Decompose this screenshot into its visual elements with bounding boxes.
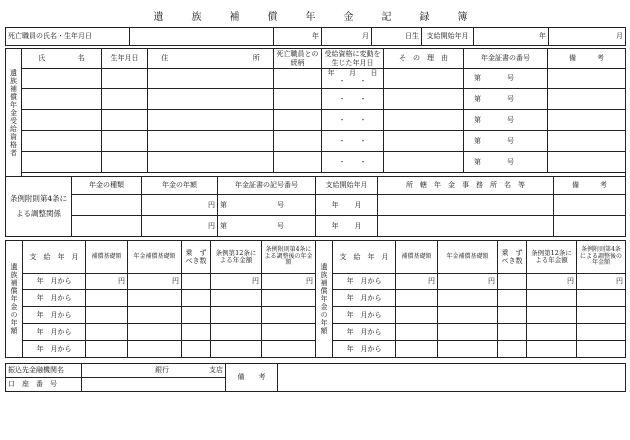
supp-cell[interactable] [262, 307, 316, 324]
base-cell[interactable]: 円 [396, 274, 438, 290]
pension-amount-cell[interactable]: 円 [142, 195, 218, 216]
col-start-header: 支給開始年月 [316, 177, 378, 195]
cert-go-label: 号 [507, 74, 514, 83]
recipient-address-cell[interactable] [148, 152, 274, 173]
recipient-change-date-cell[interactable]: ・ ・ [322, 152, 384, 173]
recipient-row [6, 69, 626, 89]
pension-base-cell[interactable] [438, 324, 498, 341]
pay-start-month-label: 月 [549, 28, 626, 46]
account-label: 口 座 番 号 [6, 378, 82, 392]
cert-go-label: 号 [507, 115, 514, 124]
col-art12-header: 条例第12条による年金額 [211, 241, 262, 274]
multiplier-cell[interactable] [182, 290, 211, 307]
office-cell[interactable] [378, 216, 554, 237]
adjust-side-label: 条例附則第4条による調整関係 [6, 177, 72, 237]
recipient-birth-cell[interactable] [102, 69, 148, 89]
deceased-name-label: 死亡職員の氏名・生年月日 [6, 28, 130, 46]
supp-cell[interactable]: 円 [262, 274, 316, 290]
birth-month-label: 月 [322, 28, 372, 46]
adjust-month-label: 月 [354, 200, 362, 209]
start-cell[interactable] [316, 216, 378, 237]
col-relation-header: 死亡職員との続柄 [274, 49, 322, 69]
pay-month-cell[interactable]: 年 月から [23, 324, 86, 341]
adjust-note-cell[interactable] [554, 216, 626, 237]
recipient-cert-cell[interactable] [464, 152, 548, 173]
recipient-note-cell[interactable] [548, 89, 626, 110]
recipient-note-cell[interactable] [548, 110, 626, 131]
recipient-change-date-cell[interactable]: ・ ・ [322, 89, 384, 110]
col-pay-month-header: 支 給 年 月 [23, 241, 86, 274]
pay-month-cell[interactable]: 年 月から [333, 324, 396, 341]
art12-cell[interactable] [527, 290, 577, 307]
bank-label: 振込先金融機関名 [6, 364, 82, 378]
recipient-name-cell[interactable] [22, 131, 102, 152]
pay-month-cell[interactable]: 年 月から [333, 290, 396, 307]
recipient-address-cell[interactable] [148, 69, 274, 89]
col-pay-month-header: 支 給 年 月 [333, 241, 396, 274]
supp-cell[interactable] [262, 324, 316, 341]
recipient-birth-cell[interactable] [102, 110, 148, 131]
multiplier-cell[interactable] [498, 341, 527, 358]
pay-start-label: 支給開始年月 [422, 28, 474, 46]
col-change-date-header: 受給資格に変動を生じた年月日 [322, 49, 384, 69]
multiplier-cell[interactable] [498, 307, 527, 324]
recipient-address-cell[interactable] [148, 89, 274, 110]
multiplier-cell[interactable] [498, 290, 527, 307]
recipient-birth-cell[interactable] [102, 131, 148, 152]
recipient-cert-cell[interactable] [464, 110, 548, 131]
pension-base-cell[interactable] [128, 341, 182, 358]
recipient-name-cell[interactable] [22, 152, 102, 173]
adjust-dai-label: 第 [220, 221, 227, 230]
col-art12-header: 条例第12条による年金額 [527, 241, 577, 274]
recipient-row [6, 152, 626, 173]
bank-name-cell[interactable] [82, 364, 226, 378]
cert-no-cell[interactable] [218, 216, 316, 237]
base-cell[interactable] [396, 324, 438, 341]
col-name-1: 氏 [38, 54, 46, 63]
supp-cell[interactable] [262, 290, 316, 307]
pay-month-cell[interactable]: 年 月から [333, 274, 396, 290]
col-pension-base-header: 年金補償基礎額 [128, 241, 182, 274]
supp-cell[interactable] [577, 324, 626, 341]
recipient-cert-cell[interactable] [464, 69, 548, 89]
recipient-relation-cell[interactable] [274, 152, 322, 173]
pay-month-cell[interactable]: 年 月から [333, 341, 396, 358]
pension-base-cell[interactable] [438, 341, 498, 358]
pay-start-year-label: 年 [474, 28, 549, 46]
col-pension-amount-header: 年金の年額 [142, 177, 218, 195]
recipient-reason-cell[interactable] [384, 110, 464, 131]
col-address-1: 住 [161, 54, 169, 63]
recipient-name-cell[interactable] [22, 110, 102, 131]
recipient-row [6, 110, 626, 131]
annual-side-label-right: 遺族補償年金の年額 [316, 241, 333, 358]
multiplier-cell[interactable] [182, 324, 211, 341]
pay-month-cell[interactable]: 年 月から [23, 274, 86, 290]
recipient-reason-cell[interactable] [384, 89, 464, 110]
pension-type-cell[interactable] [72, 195, 142, 216]
adjust-go-label: 号 [277, 200, 284, 209]
pension-base-cell[interactable]: 円 [128, 274, 182, 290]
recipient-relation-cell[interactable] [274, 69, 322, 89]
cert-no-cell[interactable] [218, 195, 316, 216]
col-pension-type-header: 年金の種類 [72, 177, 142, 195]
pension-base-cell[interactable]: 円 [438, 274, 498, 290]
col-name-2: 名 [77, 54, 85, 63]
adjust-row [6, 195, 626, 216]
col-pension-base-header: 年金補償基礎額 [438, 241, 498, 274]
adjust-month-label: 月 [354, 221, 362, 230]
bank-suffix: 銀行 [155, 366, 169, 375]
base-cell[interactable] [86, 324, 128, 341]
recipient-relation-cell[interactable] [274, 89, 322, 110]
deceased-name-field[interactable] [130, 28, 274, 46]
recipient-birth-cell[interactable] [102, 89, 148, 110]
recipient-address-cell[interactable] [148, 110, 274, 131]
footer-table [5, 363, 626, 392]
recipients-side-label: 遺族補償年金受給資格者 [6, 49, 22, 177]
cert-go-label: 号 [507, 136, 514, 145]
cert-dai-label: 第 [474, 157, 481, 166]
col-base-header: 補償基礎額 [86, 241, 128, 274]
cert-dai-label: 第 [474, 94, 481, 103]
multiplier-cell[interactable] [182, 274, 211, 290]
recipient-note-cell[interactable] [548, 152, 626, 173]
col-note-header: 備 考 [548, 49, 626, 69]
recipient-row [6, 89, 626, 110]
cert-go-label: 号 [507, 157, 514, 166]
base-cell[interactable] [86, 307, 128, 324]
base-cell[interactable] [396, 341, 438, 358]
recipient-relation-cell[interactable] [274, 131, 322, 152]
adjust-go-label: 号 [277, 221, 284, 230]
account-number-cell[interactable] [82, 378, 226, 392]
pension-base-cell[interactable] [128, 324, 182, 341]
art12-cell[interactable] [527, 307, 577, 324]
pay-month-cell[interactable]: 年 月から [23, 307, 86, 324]
recipient-change-date-cell[interactable]: ・ ・ [322, 131, 384, 152]
pay-month-cell[interactable]: 年 月から [23, 290, 86, 307]
recipient-relation-cell[interactable] [274, 110, 322, 131]
base-cell[interactable] [86, 290, 128, 307]
recipient-reason-cell[interactable] [384, 152, 464, 173]
pension-type-cell[interactable] [72, 216, 142, 237]
col-cert-no-header: 年金証書の記号番号 [218, 177, 316, 195]
recipient-cert-cell[interactable] [464, 131, 548, 152]
pay-month-cell[interactable]: 年 月から [23, 341, 86, 358]
art12-cell[interactable] [211, 290, 262, 307]
col-adjust-note-header: 備 考 [554, 177, 626, 195]
adjust-table [5, 176, 626, 237]
branch-suffix: 支店 [209, 366, 223, 375]
recipient-name-cell[interactable] [22, 69, 102, 89]
col-base-header: 補償基礎額 [396, 241, 438, 274]
annual-side-label-left: 遺族補償年金の年額 [6, 241, 23, 358]
footer-note-label: 備 考 [226, 364, 278, 392]
base-cell[interactable]: 円 [86, 274, 128, 290]
adjust-note-cell[interactable] [554, 195, 626, 216]
col-cert-header: 年金証書の番号 [464, 49, 548, 69]
recipient-cert-cell[interactable] [464, 89, 548, 110]
annual-table [5, 240, 626, 358]
col-reason-header: そ の 理 由 [384, 49, 464, 69]
recipient-name-cell[interactable] [22, 89, 102, 110]
col-address-2: 所 [252, 54, 260, 63]
recipient-reason-cell[interactable] [384, 131, 464, 152]
base-cell[interactable] [396, 290, 438, 307]
recipient-birth-cell[interactable] [102, 152, 148, 173]
date-month-label: 月 [349, 69, 356, 77]
adjust-year-label: 年 [331, 200, 339, 209]
art12-cell[interactable] [527, 324, 577, 341]
pension-base-cell[interactable] [128, 290, 182, 307]
pension-base-cell[interactable] [438, 307, 498, 324]
supp-cell[interactable] [262, 341, 316, 358]
multiplier-cell[interactable] [182, 341, 211, 358]
recipient-change-date-cell[interactable] [322, 69, 384, 89]
pension-base-cell[interactable] [438, 290, 498, 307]
start-cell[interactable] [316, 195, 378, 216]
art12-cell[interactable] [211, 324, 262, 341]
col-office-header: 所 轄 年 金 事 務 所 名 等 [378, 177, 554, 195]
adjust-year-label: 年 [331, 221, 339, 230]
footer-note-cell[interactable] [278, 364, 626, 392]
multiplier-cell[interactable] [182, 307, 211, 324]
pension-amount-cell[interactable]: 円 [142, 216, 218, 237]
base-cell[interactable] [86, 341, 128, 358]
art12-cell[interactable] [211, 307, 262, 324]
recipient-note-cell[interactable] [548, 131, 626, 152]
birth-day-label: 日生 [372, 28, 422, 46]
office-cell[interactable] [378, 195, 554, 216]
page-title: 遺 族 補 償 年 金 記 録 簿 [153, 12, 477, 23]
col-address-header [148, 49, 274, 69]
pay-month-cell[interactable]: 年 月から [333, 307, 396, 324]
supp-cell[interactable] [577, 307, 626, 324]
recipients-table [5, 48, 626, 177]
header-table [5, 27, 626, 46]
cert-dai-label: 第 [474, 136, 481, 145]
multiplier-cell[interactable] [498, 274, 527, 290]
birth-year-label: 年 [274, 28, 322, 46]
col-supp-header: 条例附則第4条による調整後の年金額 [262, 241, 316, 274]
art12-cell[interactable]: 円 [527, 274, 577, 290]
recipient-address-cell[interactable] [148, 131, 274, 152]
col-multiplier-header: 乗 ず べき数 [182, 241, 211, 274]
base-cell[interactable] [396, 307, 438, 324]
multiplier-cell[interactable] [498, 324, 527, 341]
recipient-reason-cell[interactable] [384, 69, 464, 89]
supp-cell[interactable] [577, 290, 626, 307]
adjust-dai-label: 第 [220, 200, 227, 209]
col-supp-header: 条例附則第4条による調整後の年金額 [577, 241, 626, 274]
cert-dai-label: 第 [474, 74, 481, 83]
pension-base-cell[interactable] [128, 307, 182, 324]
date-dots: ・ ・ [338, 77, 367, 86]
col-birth-header: 生年月日 [102, 49, 148, 69]
art12-cell[interactable] [527, 341, 577, 358]
date-year-label: 年 [327, 69, 335, 77]
art12-cell[interactable] [211, 341, 262, 358]
supp-cell[interactable] [577, 341, 626, 358]
cert-go-label: 号 [507, 94, 514, 103]
recipient-change-date-cell[interactable]: ・ ・ [322, 110, 384, 131]
cert-dai-label: 第 [474, 115, 481, 124]
date-day-label: 日 [370, 69, 378, 77]
recipient-row [6, 131, 626, 152]
col-multiplier-header: 乗 ず べき数 [498, 241, 527, 274]
col-name-header [22, 49, 102, 69]
recipient-note-cell[interactable] [548, 69, 626, 89]
supp-cell[interactable]: 円 [577, 274, 626, 290]
adjust-row [6, 216, 626, 237]
art12-cell[interactable]: 円 [211, 274, 262, 290]
